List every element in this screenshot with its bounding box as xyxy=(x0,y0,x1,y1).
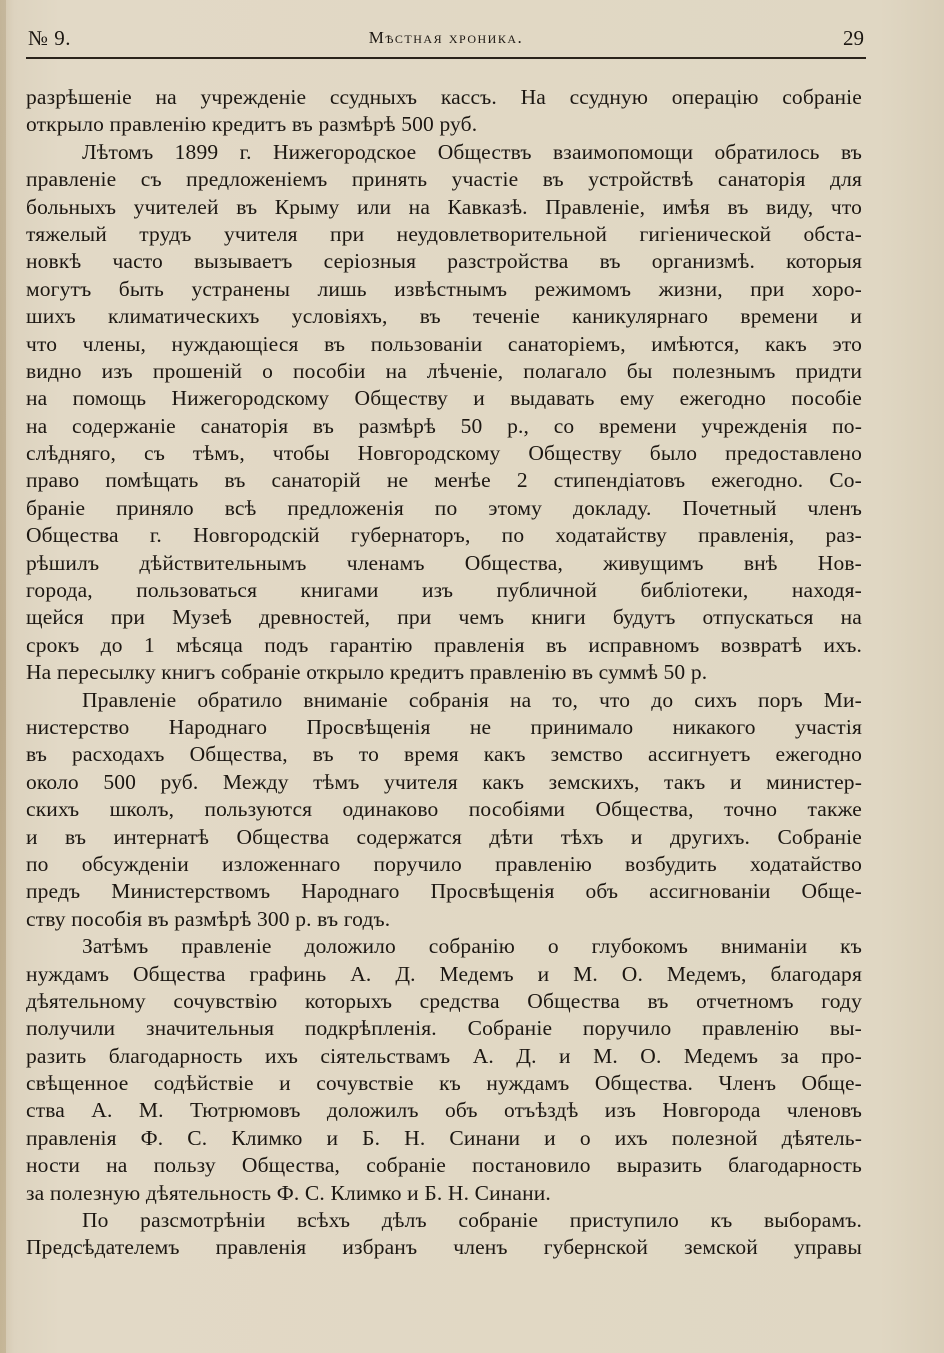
page-spine-shadow xyxy=(0,0,6,1353)
text-line: правленія Ф. С. Климко и Б. Н. Синани и о ихъ полезной дѣятель- xyxy=(26,1125,862,1150)
text-line: скихъ школъ, пользуются одинаково пособіями Общества, точно также xyxy=(26,797,862,822)
text-line: Правленіе обратило вниманіе собранія на то, что до сихъ поръ Ми- xyxy=(82,687,862,712)
text-line: На пересылку книгъ собраніе открыло кредитъ правленію въ суммѣ 50 р. xyxy=(26,660,708,685)
text-line: шихъ климатическихъ условіяхъ, въ теченіе каникулярнаго времени и xyxy=(26,304,862,329)
text-line: ства А. М. Тютрюмовъ доложилъ объ отъѣздѣ изъ Новгорода членовъ xyxy=(26,1098,862,1123)
text-line: дѣятельному сочувствію которыхъ средства Общества въ отчетномъ году xyxy=(26,988,862,1013)
text-line: Затѣмъ правленіе доложило собранію о глубокомъ вниманіи къ xyxy=(82,934,862,959)
text-line: въ расходахъ Общества, въ то время какъ земство ассигнуетъ ежегодно xyxy=(26,742,862,767)
text-line: Предсѣдателемъ правленія избранъ членъ губернской земской управы xyxy=(26,1235,862,1260)
text-line: что члены, нуждающіеся въ пользованіи санаторіемъ, имѣются, какъ это xyxy=(26,331,862,356)
text-line: право помѣщать въ санаторій не менѣе 2 стипендіатовъ ежегодно. Со- xyxy=(26,468,862,493)
text-line: По разсмотрѣніи всѣхъ дѣлъ собраніе приступило къ выборамъ. xyxy=(82,1208,862,1233)
text-line: ству пособія въ размѣрѣ 300 р. въ годъ. xyxy=(26,906,391,931)
text-line: видно изъ прошеній о пособіи на лѣченіе, полагало бы полезнымъ придти xyxy=(26,358,862,383)
section-title: Мѣстная хроника. xyxy=(368,28,524,47)
header-rule xyxy=(26,57,866,59)
page-number: 29 xyxy=(843,26,864,50)
text-line: на помощь Нижегородскому Обществу и выдавать ему ежегодно пособіе xyxy=(26,386,862,411)
text-line: могутъ быть устранены лишь извѣстнымъ режимомъ жизни, при хоро- xyxy=(26,276,862,301)
text-line: браніе приняло всѣ предложенія по этому докладу. Почетный членъ xyxy=(26,495,862,520)
text-line: правленіе съ предложеніемъ принять участіе въ устройствѣ санаторія для xyxy=(26,167,862,192)
text-line: на содержаніе санаторія въ размѣрѣ 50 р., со времени учрежденія по- xyxy=(26,413,862,438)
text-line: срокъ до 1 мѣсяца подъ гарантію правленія въ исправномъ возвратѣ ихъ. xyxy=(26,632,862,657)
text-line: Общества г. Новгородскій губернаторъ, по ходатайству правленія, раз- xyxy=(26,523,862,548)
text-line: щейся при Музеѣ древностей, при чемъ книги будутъ отпускаться на xyxy=(26,605,862,630)
text-line: около 500 руб. Между тѣмъ учителя какъ земскихъ, такъ и министер- xyxy=(26,769,862,794)
running-header xyxy=(28,26,864,56)
issue-number: № 9. xyxy=(28,26,72,50)
text-line: нистерство Народнаго Просвѣщенія не принимало никакого участія xyxy=(26,714,862,739)
text-line: разрѣшеніе на учрежденіе ссудныхъ кассъ. На ссудную операцію собраніе xyxy=(26,85,862,109)
text-line: рѣшилъ дѣйствительнымъ членамъ Общества, живущимъ внѣ Нов- xyxy=(26,550,862,575)
text-line: больныхъ учителей въ Крыму или на Кавказѣ. Правленіе, имѣя въ виду, что xyxy=(26,194,862,219)
text-line: ности на пользу Общества, собраніе постановило выразить благодарность xyxy=(26,1153,862,1178)
text-line: и въ интернатѣ Общества содержатся дѣти тѣхъ и другихъ. Собраніе xyxy=(26,824,862,849)
text-line: нуждамъ Общества графинь А. Д. Медемъ и М. О. Медемъ, благодаря xyxy=(26,961,862,986)
text-line: тяжелый трудъ учителя при неудовлетворительной гигіенической обста- xyxy=(26,221,862,246)
body-text xyxy=(26,84,862,1262)
text-line: открыло правленію кредитъ въ размѣрѣ 500 руб. xyxy=(26,112,478,137)
text-line: по обсужденіи изложеннаго поручило правленію возбудить ходатайство xyxy=(26,851,862,876)
text-line: разить благодарность ихъ сіятельствамъ А. Д. и М. О. Медемъ за про- xyxy=(26,1043,862,1068)
text-line: новкѣ часто вызываетъ серіозныя разстройства въ организмѣ. которыя xyxy=(26,249,862,274)
text-line: Лѣтомъ 1899 г. Нижегородское Обществъ взаимопомощи обратилось въ xyxy=(82,139,862,164)
text-line: города, пользоваться книгами изъ публичной библіотеки, находя- xyxy=(26,578,862,603)
text-line: предъ Министерствомъ Народнаго Просвѣщенія объ ассигнованіи Обще- xyxy=(26,879,862,904)
text-line: слѣдняго, съ тѣмъ, чтобы Новгородскому Обществу было предоставлено xyxy=(26,441,862,466)
text-line: за полезную дѣятельность Ф. С. Климко и Б. Н. Синани. xyxy=(26,1180,551,1205)
text-line: получили значительныя подкрѣпленія. Собраніе поручило правленію вы- xyxy=(26,1016,862,1041)
text-line: свѣщенное содѣйствіе и сочувствіе къ нуждамъ Общества. Членъ Обще- xyxy=(26,1071,862,1096)
